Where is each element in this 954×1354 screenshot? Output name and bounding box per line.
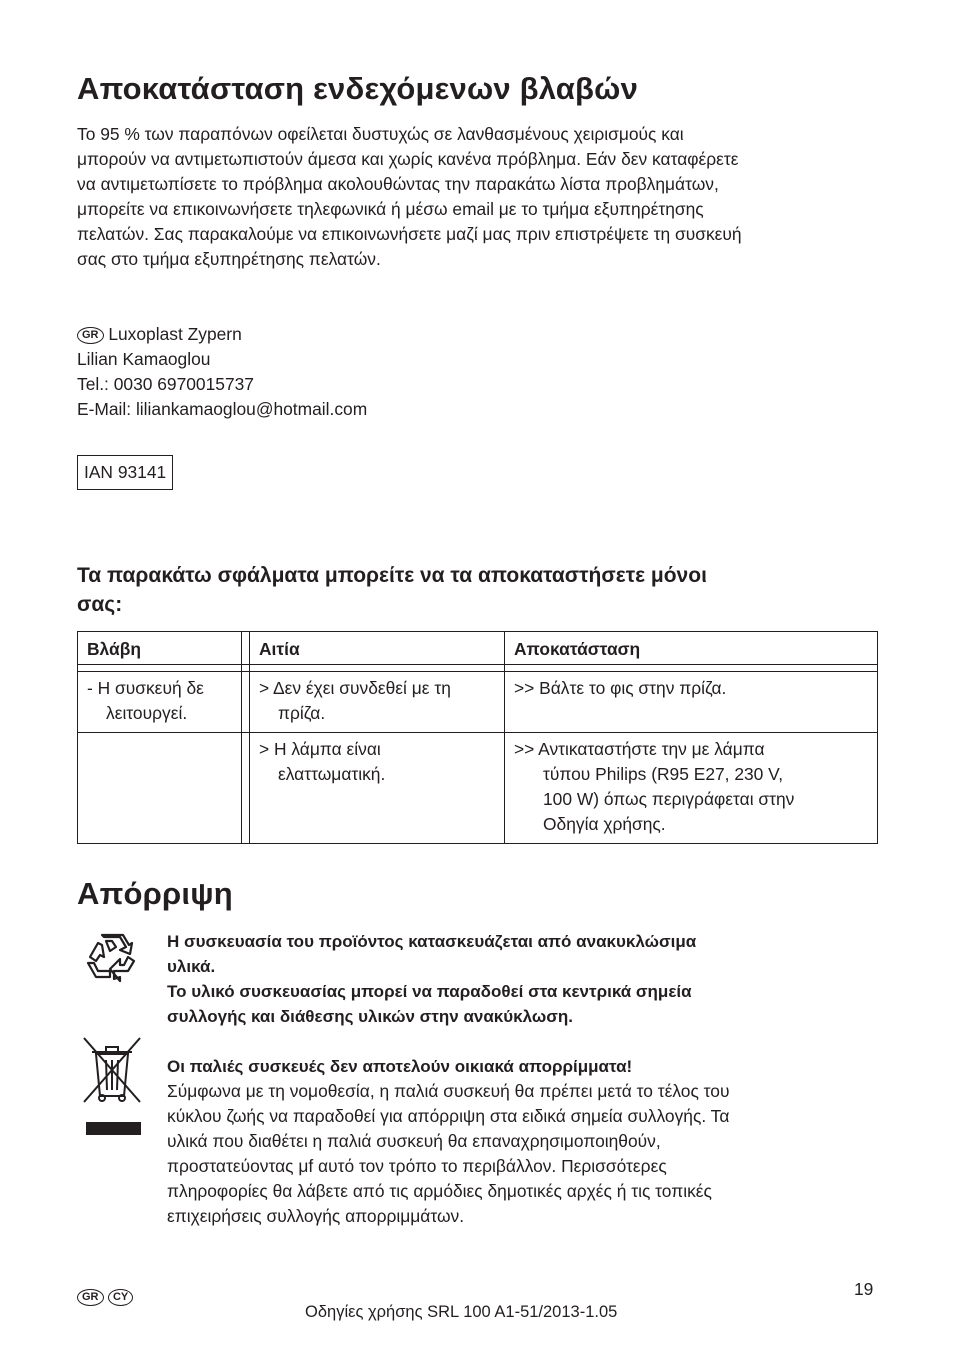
fixes-heading-line: Τα παρακάτω σφάλματα μπορείτε να τα αποκαταστήσετε μόνοι <box>77 564 707 587</box>
remedy-text: 100 W) όπως περιγράφεται στην <box>543 789 795 809</box>
weee-line: υλικά που διαθέτει η παλιά συσκευή θα επαναχρησιμοποιηθούν, <box>167 1131 661 1151</box>
packaging-line: Η συσκευασία του προϊόντος κατασκευάζεται από ανακυκλώσιμα <box>167 932 697 951</box>
packaging-line: συλλογής και διάθεσης υλικών στην ανακύκλωση. <box>167 1007 573 1026</box>
table-spacer-row <box>78 665 878 672</box>
intro-line: σας στο τμήμα εξυπηρέτησης πελατών. <box>77 249 381 269</box>
weee-text <box>167 1079 730 1229</box>
column-header-cause: Αιτία <box>259 639 300 659</box>
crossed-bin-icon <box>80 1036 146 1140</box>
ian-box: IAN 93141 <box>77 455 173 490</box>
fixes-heading-line: σας: <box>77 593 123 616</box>
troubleshooting-table <box>77 631 878 844</box>
cause-text: ελαττωματική. <box>278 764 386 784</box>
cause-text: > Δεν έχει συνδεθεί με τη <box>259 678 451 698</box>
contact-name: Lilian Kamaoglou <box>77 349 211 369</box>
recycle-icon <box>84 931 140 985</box>
fault-text: - Η συσκευή δε <box>87 678 204 698</box>
remedy-text: τύπου Philips (R95 E27, 230 V, <box>543 764 784 784</box>
cause-text: > Η λάμπα είναι <box>259 739 381 759</box>
table-row <box>78 672 878 733</box>
weee-heading: Οι παλιές συσκευές δεν αποτελούν οικιακά απορρίμματα! <box>167 1057 633 1076</box>
weee-line: προστατεύοντας μf αυτό τον τρόπο το περιβάλλον. Περισσότερες <box>167 1156 667 1176</box>
weee-line: Σύμφωνα με τη νομοθεσία, η παλιά συσκευή θα πρέπει μετά το τέλος του <box>167 1081 730 1101</box>
contact-block <box>77 322 367 422</box>
intro-line: μπορείτε να επικοινωνήσετε τηλεφωνικά ή μέσω email με το τμήμα εξυπηρέτησης <box>77 199 704 219</box>
column-header-remedy: Αποκατάσταση <box>514 639 641 659</box>
page-number: 19 <box>854 1279 874 1299</box>
fixes-heading <box>77 561 707 619</box>
fault-text: λειτουργεί. <box>106 703 188 723</box>
packaging-line: Το υλικό συσκευασίας μπορεί να παραδοθεί στα κεντρικά σημεία <box>167 982 692 1001</box>
footer-badge-cy: CY <box>108 1289 133 1306</box>
intro-line: πελατών. Σας παρακαλούμε να επικοινωνήσετε μαζί μας πριν επιστρέψετε τη συσκευή <box>77 224 742 244</box>
country-badge-gr: GR <box>77 327 104 344</box>
weee-line: επιχειρήσεις συλλογής απορριμμάτων. <box>167 1206 465 1226</box>
weee-line: πληροφορίες θα λάβετε από τις αρμόδιες δημοτικές αρχές ή τις τοπικές <box>167 1181 712 1201</box>
cause-text: πρίζα. <box>278 703 326 723</box>
disposal-title: Απόρριψη <box>77 876 233 911</box>
remedy-text: >> Βάλτε το φις στην πρίζα. <box>514 678 727 698</box>
column-header-fault: Βλάβη <box>87 639 141 659</box>
intro-line: μπορούν να αντιμετωπιστούν άμεσα και χωρίς κανένα πρόβλημα. Εάν δεν καταφέρετε <box>77 149 739 169</box>
contact-email[interactable]: E-Mail: liliankamaoglou@hotmail.com <box>77 399 368 419</box>
contact-company: Luxoplast Zypern <box>108 324 242 344</box>
intro-line: Το 95 % των παραπόνων οφείλεται δυστυχώς σε λανθασμένους χειρισμούς και <box>77 124 684 144</box>
table-header-row <box>78 632 878 665</box>
contact-phone: Tel.: 0030 6970015737 <box>77 374 254 394</box>
packaging-line: υλικά. <box>167 957 216 976</box>
packaging-text <box>167 929 696 1029</box>
page-title: Αποκατάσταση ενδεχόμενων βλαβών <box>77 71 639 106</box>
manual-reference: Οδηγίες χρήσης SRL 100 A1-51/2013-1.05 <box>305 1303 618 1321</box>
remedy-text: >> Αντικαταστήστε την με λάμπα <box>514 739 765 759</box>
footer-badge-gr: GR <box>77 1289 104 1306</box>
weee-line: κύκλου ζωής να παραδοθεί για απόρριψη στα ειδικά σημεία συλλογής. Τα <box>167 1106 730 1126</box>
intro-paragraph <box>77 122 742 272</box>
footer-badges <box>77 1289 133 1307</box>
table-row <box>78 733 878 844</box>
intro-line: να αντιμετωπίσετε το πρόβλημα ακολουθώντας την παρακάτω λίστα προβλημάτων, <box>77 174 719 194</box>
remedy-text: Οδηγία χρήσης. <box>543 814 666 834</box>
